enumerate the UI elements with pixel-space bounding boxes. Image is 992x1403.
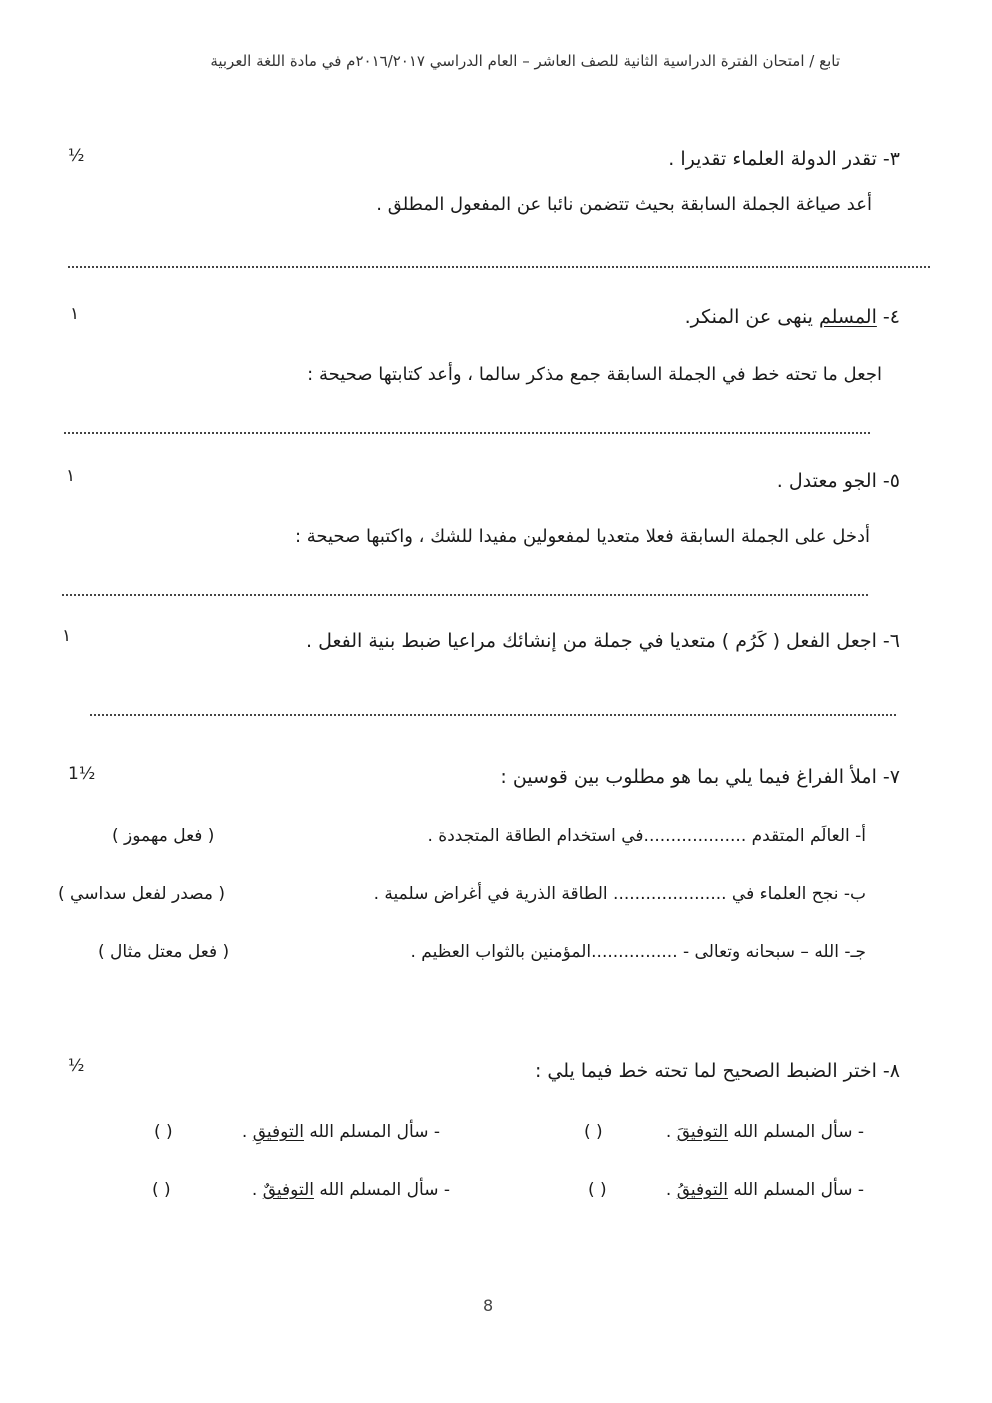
q5-score: ١	[66, 466, 76, 486]
q4-number: ٤-	[882, 306, 900, 328]
q8-option-4: - سأل المسلم الله التوفيقٌ .	[251, 1180, 450, 1200]
q5-sentence: ٥- الجو معتدل .	[776, 470, 900, 492]
q4-sentence	[685, 306, 900, 328]
q4-answer-line[interactable]	[64, 432, 870, 434]
q3-answer-line[interactable]	[68, 266, 930, 268]
q7-hint-a: ( فعل مهموز )	[112, 826, 215, 846]
q8-option-3: - سأل المسلم الله التوفيقُ .	[665, 1180, 864, 1200]
q8-option-4-word: التوفيقٌ	[262, 1180, 314, 1200]
q7-item-c: جـ- الله – سبحانه وتعالى - ................المؤمنين بالثواب العظيم .	[410, 942, 866, 962]
q7-score: 1½	[68, 764, 96, 784]
q4-rest: ينهى عن المنكر.	[684, 306, 819, 328]
q5-instruction: أدخل على الجملة السابقة فعلا متعديا لمفعولين مفيدا للشك ، واكتبها صحيحة :	[294, 526, 870, 547]
q7-hint-c: ( فعل معتل مثال )	[98, 942, 230, 962]
q8-score: ½	[68, 1056, 85, 1076]
q8-option-3-box[interactable]: ( )	[588, 1180, 607, 1200]
q4-instruction: اجعل ما تحته خط في الجملة السابقة جمع مذكر سالما ، وأعد كتابتها صحيحة :	[307, 364, 882, 385]
page-header: تابع / امتحان الفترة الدراسية الثانية للصف العاشر – العام الدراسي ٢٠١٦/٢٠١٧م في مادة اللغة العربية	[210, 52, 840, 70]
q3-score: ½	[68, 146, 85, 166]
q5-answer-line[interactable]	[62, 594, 868, 596]
q3-instruction: أعد صياغة الجملة السابقة بحيث تتضمن نائبا عن المفعول المطلق .	[376, 194, 872, 215]
q8-option-4-box[interactable]: ( )	[152, 1180, 171, 1200]
q8-title: ٨- اختر الضبط الصحيح لما تحته خط فيما يلي :	[534, 1060, 900, 1082]
q8-option-1-word: التوفيقَ	[676, 1122, 728, 1142]
q4-score: ١	[70, 304, 80, 324]
q8-option-2: - سأل المسلم الله التوفيقِ .	[241, 1122, 440, 1142]
q3-sentence: ٣- تقدر الدولة العلماء تقديرا .	[668, 148, 900, 170]
q8-option-1-box[interactable]: ( )	[584, 1122, 603, 1142]
q6-score: ١	[62, 626, 72, 646]
q8-option-2-word: التوفيقِ	[252, 1122, 304, 1142]
q8-option-2-box[interactable]: ( )	[154, 1122, 173, 1142]
q6-answer-line[interactable]	[90, 714, 896, 716]
q8-option-1: - سأل المسلم الله التوفيقَ .	[665, 1122, 864, 1142]
page-number: 8	[483, 1296, 494, 1315]
q4-underlined-word: المسلم	[818, 306, 877, 328]
q8-option-3-word: التوفيقُ	[676, 1180, 728, 1200]
q7-item-b: ب- نجح العلماء في ..................... الطاقة الذرية في أغراض سلمية .	[373, 884, 866, 904]
q7-item-a: أ- العالَم المتقدم ...................في استخدام الطاقة المتجددة .	[427, 826, 866, 846]
q6-sentence: ٦- اجعل الفعل ( كَرُم ) متعديا في جملة من إنشائك مراعيا ضبط بنية الفعل .	[305, 630, 900, 652]
q7-hint-b: ( مصدر لفعل سداسي )	[58, 884, 226, 904]
q7-title: ٧- املأ الفراغ فيما يلي بما هو مطلوب بين قوسين :	[500, 766, 900, 788]
